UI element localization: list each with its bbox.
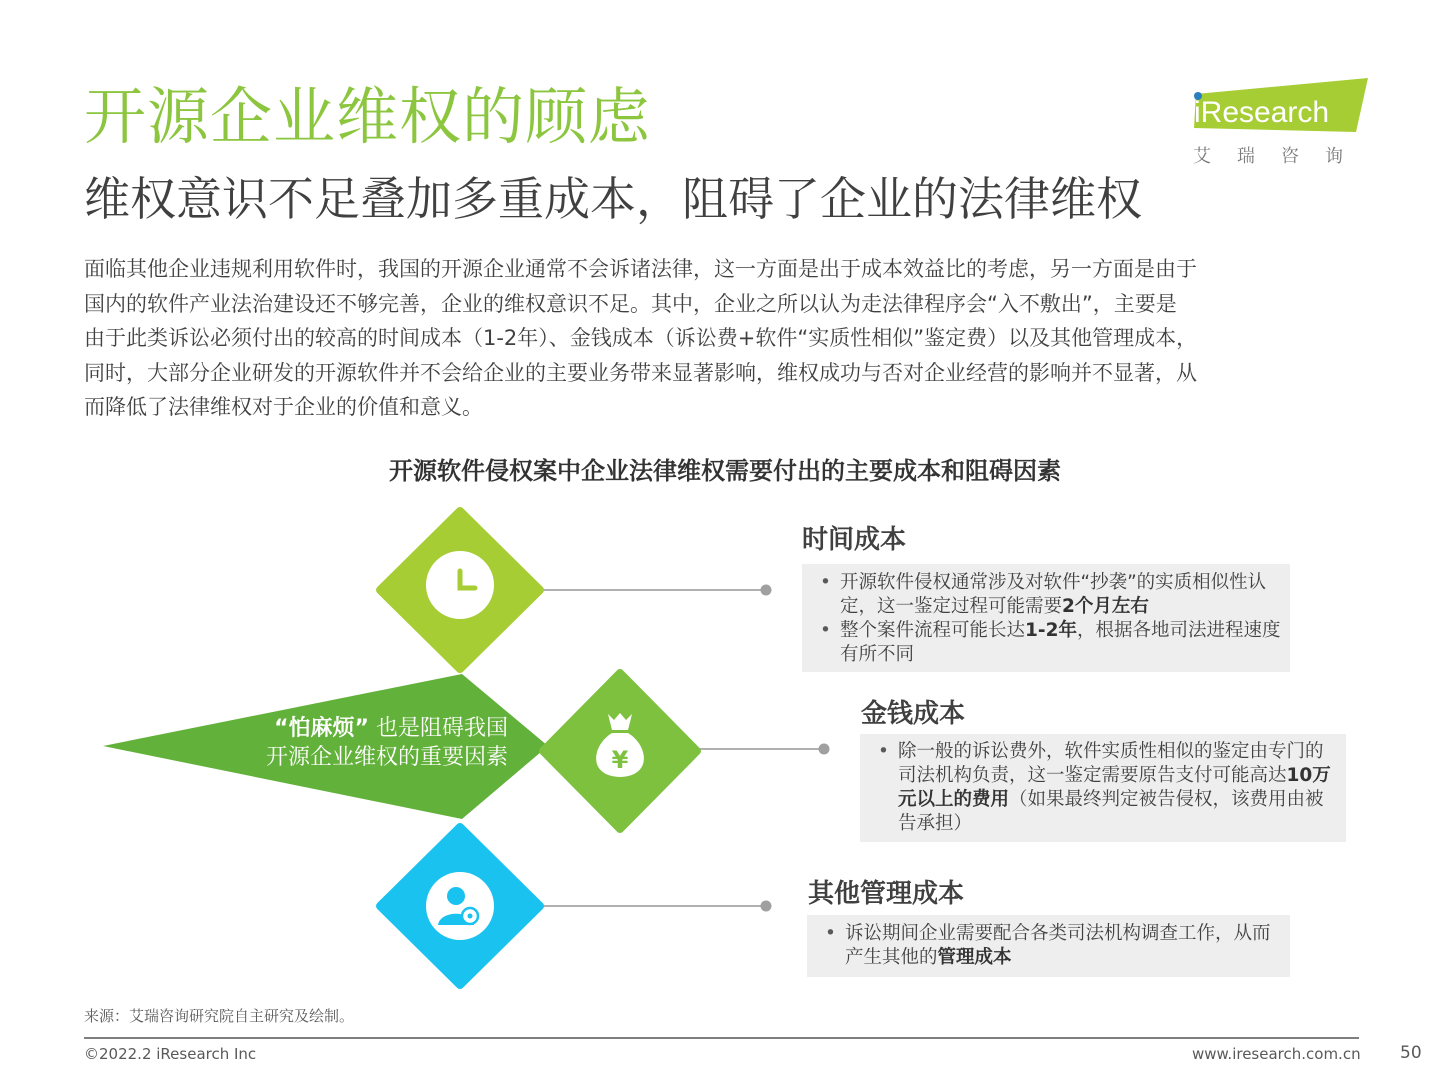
money-cost-box [860,734,1346,842]
logo-cn-text: 艾瑞咨询 [1193,146,1369,167]
time-cost-bullet: • 开源软件侵权通常涉及对软件“抄袭”的实质相似性认定，这一鉴定过程可能需要2个月左右 [810,571,1282,619]
user-gear-icon [426,872,494,940]
intro-line: 同时，大部分企业研发的开源软件并不会给企业的主要业务带来显著影响，维权成功与否对企业经营的影响并不显著，从 [84,360,1197,385]
page-title: 开源企业维权的顾虑 [84,80,652,153]
copyright-text: ©2022.2 iResearch Inc [84,1045,257,1063]
website-link[interactable]: www.iresearch.com.cn [1192,1045,1361,1063]
money-cost-title: 金钱成本 [861,699,966,729]
connector-dot-money [819,744,830,755]
clock-icon [426,551,494,619]
diagram-title: 开源软件侵权案中企业法律维权需要付出的主要成本和阻碍因素 [389,457,1061,485]
connector-dot-time [761,585,772,596]
logo-text: iResearch [1194,96,1330,129]
intro-line: 国内的软件产业法治建设还不够完善，企业的维权意识不足。其中，企业之所以认为走法律程序会“入不敷出”，主要是 [84,291,1177,316]
time-cost-box [802,564,1290,672]
other-cost-box [807,915,1290,977]
source-note: 来源：艾瑞咨询研究院自主研究及绘制。 [84,1007,355,1025]
other-cost-bullet: • 诉讼期间企业需要配合各类司法机构调查工作，从而产生其他的管理成本 [815,922,1282,970]
center-line2: 开源企业维权的重要因素 [265,745,508,770]
time-cost-bullet: • 整个案件流程可能长达1-2年，根据各地司法进程速度有所不同 [810,619,1282,667]
page-subtitle: 维权意识不足叠加多重成本，阻碍了企业的法律维权 [84,172,1142,226]
svg-text:¥: ¥ [611,746,629,774]
money-cost-bullet: • 除一般的诉讼费外，软件实质性相似的鉴定由专门的司法机构负责，这一鉴定需要原告支付可能高达10万元以上的费用（如果最终判定被告侵权，该费用由被告承担） [868,740,1338,836]
center-quote: “怕麻烦” [274,716,369,741]
time-cost-title: 时间成本 [802,525,907,555]
page-number: 50 [1400,1043,1422,1063]
intro-line: 面临其他企业违规利用软件时，我国的开源企业通常不会诉诸法律，这一方面是出于成本效益比的考虑，另一方面是由于 [84,257,1197,281]
center-label [200,714,508,772]
intro-line: 而降低了法律维权对于企业的价值和意义。 [84,395,483,419]
center-line1: 也是阻碍我国 [375,716,508,741]
other-cost-title: 其他管理成本 [808,879,965,909]
footer-divider [84,1037,1359,1039]
intro-line: 由于此类诉讼必须付出的较高的时间成本（1-2年）、金钱成本（诉讼费+软件“实质性相似”鉴定费）以及其他管理成本， [84,326,1198,350]
connector-dot-other [761,901,772,912]
